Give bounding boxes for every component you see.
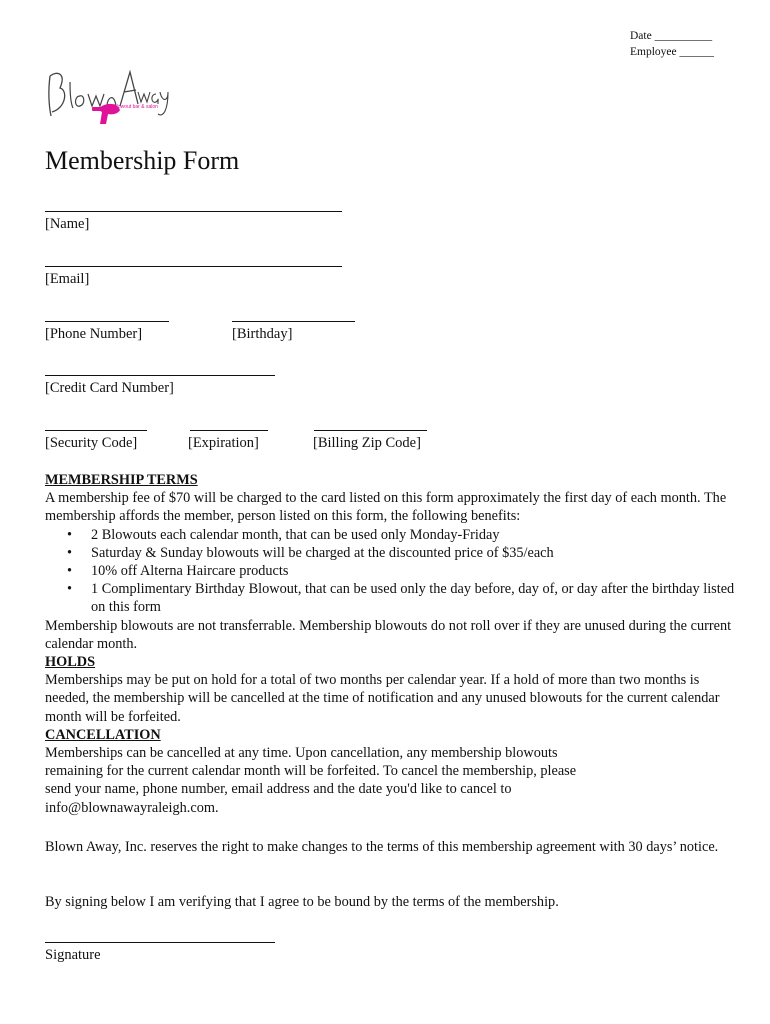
membership-terms-heading: MEMBERSHIP TERMS bbox=[45, 472, 198, 488]
transfer-note: Membership blowouts are not transferrable. Membership blowouts do not roll over if they are unused during the current calendar month. bbox=[45, 617, 732, 652]
cancellation-line: Memberships can be cancelled at any time. Upon cancellation, any membership blowouts bbox=[45, 745, 558, 762]
holds-heading: HOLDS bbox=[45, 654, 96, 671]
cancellation-line: send your name, phone number, email address and the date you'd like to cancel to bbox=[45, 781, 512, 798]
expiration-label: [Expiration] bbox=[188, 435, 259, 451]
list-item: • 1 Complimentary Birthday Blowout, that can be used only the day before, day of, or day after the birthday listed on this form bbox=[91, 580, 735, 616]
credit-card-label: [Credit Card Number] bbox=[45, 380, 174, 396]
date-field[interactable]: Date __________ bbox=[630, 30, 713, 42]
signature-line[interactable] bbox=[45, 942, 275, 943]
birthday-label: [Birthday] bbox=[232, 326, 293, 342]
security-code-line[interactable] bbox=[45, 430, 147, 431]
agreement-text: By signing below I am verifying that I agree to be bound by the terms of the membership. bbox=[45, 894, 559, 910]
logo-tagline: blowout bar & salon bbox=[114, 104, 158, 110]
phone-line[interactable] bbox=[45, 321, 169, 322]
logo bbox=[44, 62, 174, 132]
cancellation-line: info@blownawayraleigh.com. bbox=[45, 799, 219, 816]
employee-field[interactable]: Employee ______ bbox=[630, 46, 714, 58]
signature-label: Signature bbox=[45, 947, 101, 963]
name-line[interactable] bbox=[45, 211, 342, 212]
phone-label: [Phone Number] bbox=[45, 326, 143, 342]
billing-zip-line[interactable] bbox=[314, 430, 427, 431]
benefits-list bbox=[45, 526, 735, 617]
birthday-line[interactable] bbox=[232, 321, 355, 322]
email-label: [Email] bbox=[45, 271, 90, 287]
cancellation-heading: CANCELLATION bbox=[45, 726, 161, 743]
expiration-line[interactable] bbox=[190, 430, 268, 431]
terms-section bbox=[45, 471, 735, 817]
cancellation-line: remaining for the current calendar month will be forfeited. To cancel the membership, please bbox=[45, 763, 577, 780]
list-item: • 10% off Alterna Haircare products bbox=[91, 562, 735, 580]
name-label: [Name] bbox=[45, 216, 90, 232]
credit-card-line[interactable] bbox=[45, 375, 275, 376]
reserves-text: Blown Away, Inc. reserves the right to make changes to the terms of this membership agreement with 30 days’ notice. bbox=[45, 839, 719, 855]
list-item: • Saturday & Sunday blowouts will be charged at the discounted price of $35/each bbox=[91, 544, 735, 562]
page-title: Membership Form bbox=[45, 146, 240, 175]
email-line[interactable] bbox=[45, 266, 342, 267]
logo-mark bbox=[44, 62, 174, 132]
holds-text: Memberships may be put on hold for a total of two months per calendar year. If a hold of more than two months is needed, the membership will be cancelled at the time of notification and any unused blowouts for the current calendar month will be forfeited. bbox=[45, 672, 720, 725]
list-item: • 2 Blowouts each calendar month, that can be used only Monday-Friday bbox=[91, 526, 735, 544]
billing-zip-label: [Billing Zip Code] bbox=[313, 435, 421, 451]
terms-intro: A membership fee of $70 will be charged to the card listed on this form approximately the first day of each month. The membership affords the member, person listed on this form, the following benefits: bbox=[45, 490, 727, 525]
security-code-label: [Security Code] bbox=[45, 435, 138, 451]
